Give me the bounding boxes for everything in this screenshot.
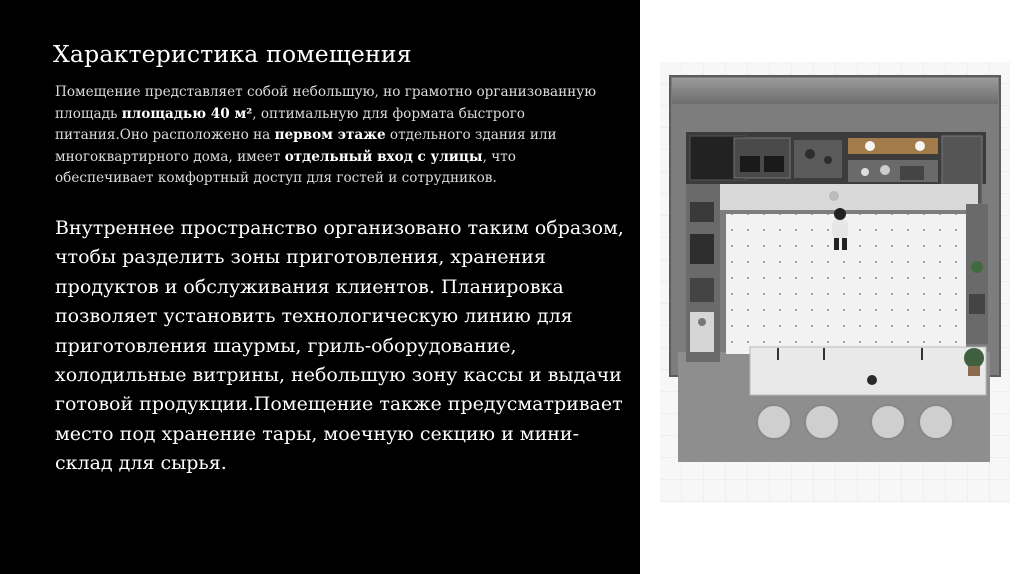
plant-pot [968,366,980,376]
right-appliance [969,294,985,314]
lamp-1 [865,141,875,151]
sink [900,166,924,180]
bar-stool-3 [871,405,905,439]
bar-cup [867,375,877,385]
back-wall [672,78,998,104]
left-appliance-3 [690,278,714,302]
utensil-container [829,191,839,201]
layout-paragraph: Внутреннее пространство организовано таким образом, чтобы разделить зоны приготовления, хранения продуктов и обслуживания клиентов. Планировка позволяет установить технологическую линию для приготовления шаурмы, гриль-оборудование, холодильные витрины, небольшую зону кассы и выдачи готовой продукции.Помещение также предусматривает место под хранение тары, моечную секцию и мини-склад для сырья. [55,217,624,475]
area-highlight: площадью 40 м² [121,105,253,122]
grill-station [794,140,842,178]
chef-leg-1 [834,238,839,250]
left-appliance-1 [690,202,714,222]
counter-top [716,184,978,210]
chef-leg-2 [842,238,847,250]
bar-counter [750,347,986,395]
chef-body [832,220,848,238]
left-appliance-2 [690,234,714,264]
right-counter [966,204,988,344]
plant-small [971,261,983,273]
intro-text-4: , что обеспечивает комфортный доступ для гостей и сотрудников. [55,148,516,187]
intro-text-2: , оптимальную для формата быстрого питания.Оно расположено на [55,105,525,144]
slide-title: Характеристика помещения [53,40,412,68]
plant [964,348,984,368]
image-panel [640,0,1024,574]
intro-text-3: отдельного здания или многоквартирного дома, имеет [55,127,557,165]
intro-text-1: Помещение представляет собой небольшую, но грамотно организованную площадь [55,84,597,122]
bar-stool-4 [919,405,953,439]
kitchen-floor-plan-image [660,62,1010,502]
bowl-1 [861,168,869,176]
chef-head [834,208,846,220]
fryer-basket-2 [764,156,784,172]
bowl-2 [880,165,890,175]
knob [698,318,706,326]
bar-stool-2 [805,405,839,439]
bar-stool-1 [757,405,791,439]
lamp-2 [915,141,925,151]
entrance-highlight: отдельный вход с улицы [284,148,483,165]
fryer-basket-1 [740,156,760,172]
intro-paragraph [55,82,615,190]
pot [824,156,832,164]
pan [805,149,815,159]
floor-highlight: первом этаже [274,127,386,144]
